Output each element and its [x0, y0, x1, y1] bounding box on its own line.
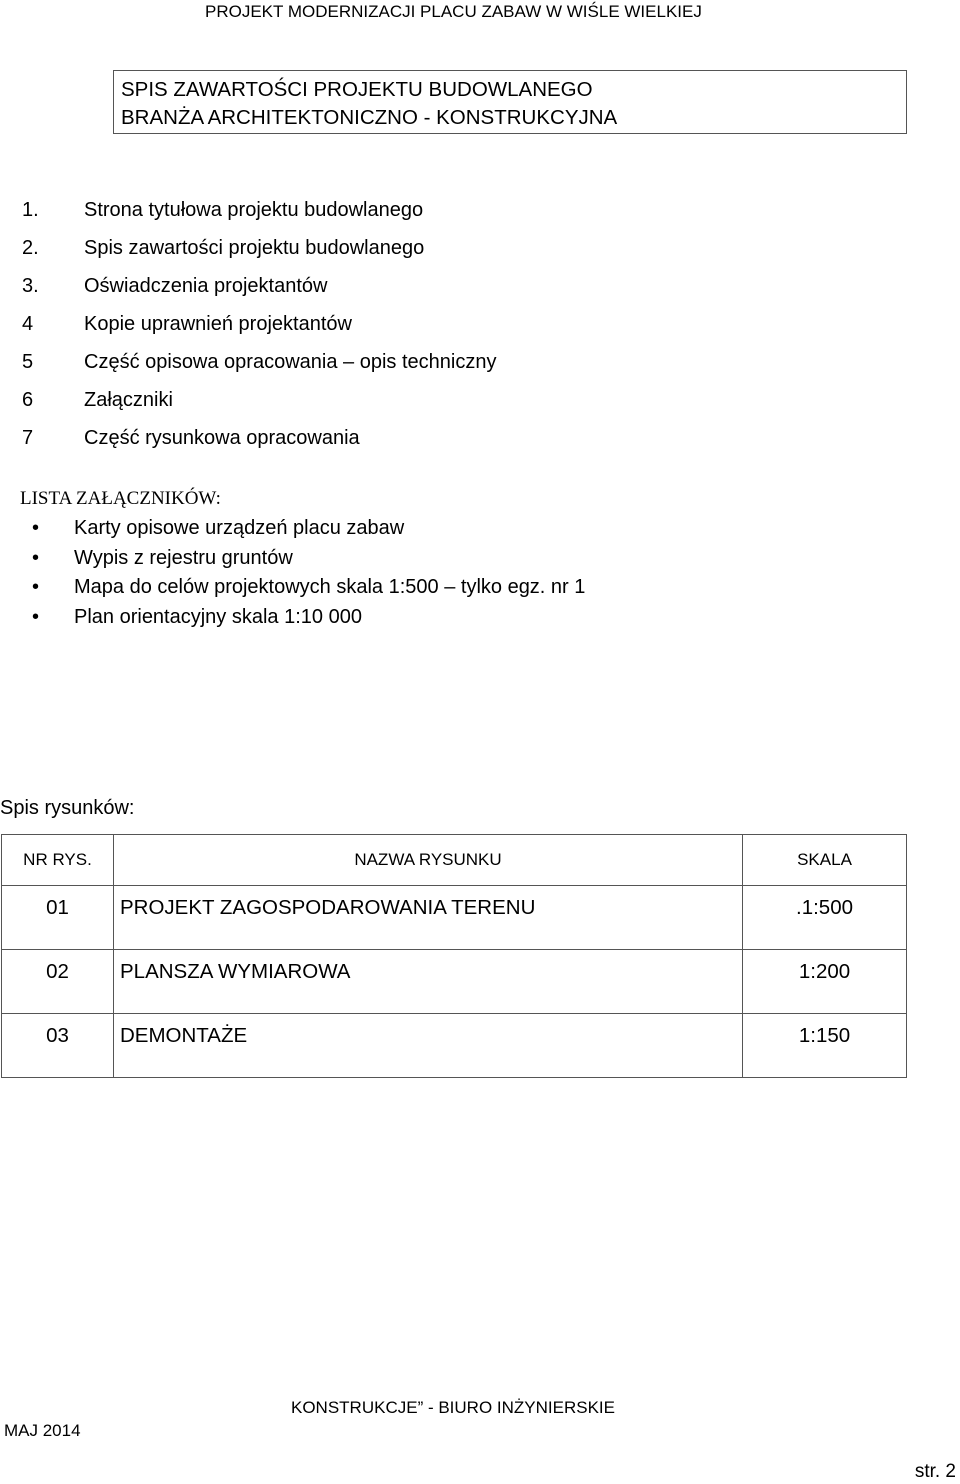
toc-item-label: Spis zawartości projektu budowlanego [84, 237, 425, 259]
column-header-scale: SKALA [743, 835, 907, 886]
drawing-name: DEMONTAŻE [114, 1014, 743, 1078]
drawing-number: 02 [2, 950, 114, 1014]
column-header-number: NR RYS. [2, 835, 114, 886]
drawing-name: PLANSZA WYMIAROWA [114, 950, 743, 1014]
table-header-row [2, 835, 907, 886]
document-title-box [113, 70, 907, 134]
toc-item-number: 7 [22, 427, 34, 449]
drawings-heading: Spis rysunków: [0, 797, 135, 819]
toc-item-label: Część opisowa opracowania – opis techniczny [84, 351, 497, 373]
bullet-icon: • [32, 547, 40, 569]
attachment-label: Mapa do celów projektowych skala 1:500 – tylko egz. nr 1 [74, 576, 586, 598]
toc-item-number: 2. [22, 237, 39, 259]
drawing-number: 01 [2, 886, 114, 950]
table-row [2, 950, 907, 1014]
column-header-name: NAZWA RYSUNKU [114, 835, 743, 886]
table-row [2, 1014, 907, 1078]
drawings-table [1, 834, 907, 1078]
footer-company: KONSTRUKCJE” - BIURO INŻYNIERSKIE [291, 1398, 615, 1417]
title-line-2: BRANŻA ARCHITEKTONICZNO - KONSTRUKCYJNA [121, 106, 618, 129]
toc-item-label: Oświadczenia projektantów [84, 275, 328, 297]
toc-item-label: Część rysunkowa opracowania [84, 427, 360, 449]
toc-item-number: 1. [22, 199, 39, 221]
drawing-scale: 1:200 [743, 950, 907, 1014]
toc-item-label: Kopie uprawnień projektantów [84, 313, 352, 335]
attachment-label: Karty opisowe urządzeń placu zabaw [74, 517, 405, 539]
toc-item-number: 5 [22, 351, 34, 373]
toc-item-number: 6 [22, 389, 34, 411]
bullet-icon: • [32, 517, 40, 539]
attachments-heading: LISTA ZAŁĄCZNIKÓW: [20, 488, 221, 509]
bullet-icon: • [32, 576, 40, 598]
title-line-1: SPIS ZAWARTOŚCI PROJEKTU BUDOWLANEGO [121, 78, 593, 101]
attachment-label: Plan orientacyjny skala 1:10 000 [74, 606, 362, 628]
bullet-icon: • [32, 606, 40, 628]
footer-date: MAJ 2014 [4, 1421, 81, 1440]
attachment-label: Wypis z rejestru gruntów [74, 547, 293, 569]
page-header: PROJEKT MODERNIZACJI PLACU ZABAW W WIŚLE WIELKIEJ [205, 2, 702, 21]
toc-item-label: Załączniki [84, 389, 173, 411]
toc-item-number: 4 [22, 313, 34, 335]
toc-item-label: Strona tytułowa projektu budowlanego [84, 199, 424, 221]
drawing-scale: 1:150 [743, 1014, 907, 1078]
drawing-name: PROJEKT ZAGOSPODAROWANIA TERENU [114, 886, 743, 950]
table-row [2, 886, 907, 950]
drawing-number: 03 [2, 1014, 114, 1078]
page-number: str. 2 [914, 1461, 956, 1482]
toc-item-number: 3. [22, 275, 39, 297]
drawing-scale: .1:500 [743, 886, 907, 950]
